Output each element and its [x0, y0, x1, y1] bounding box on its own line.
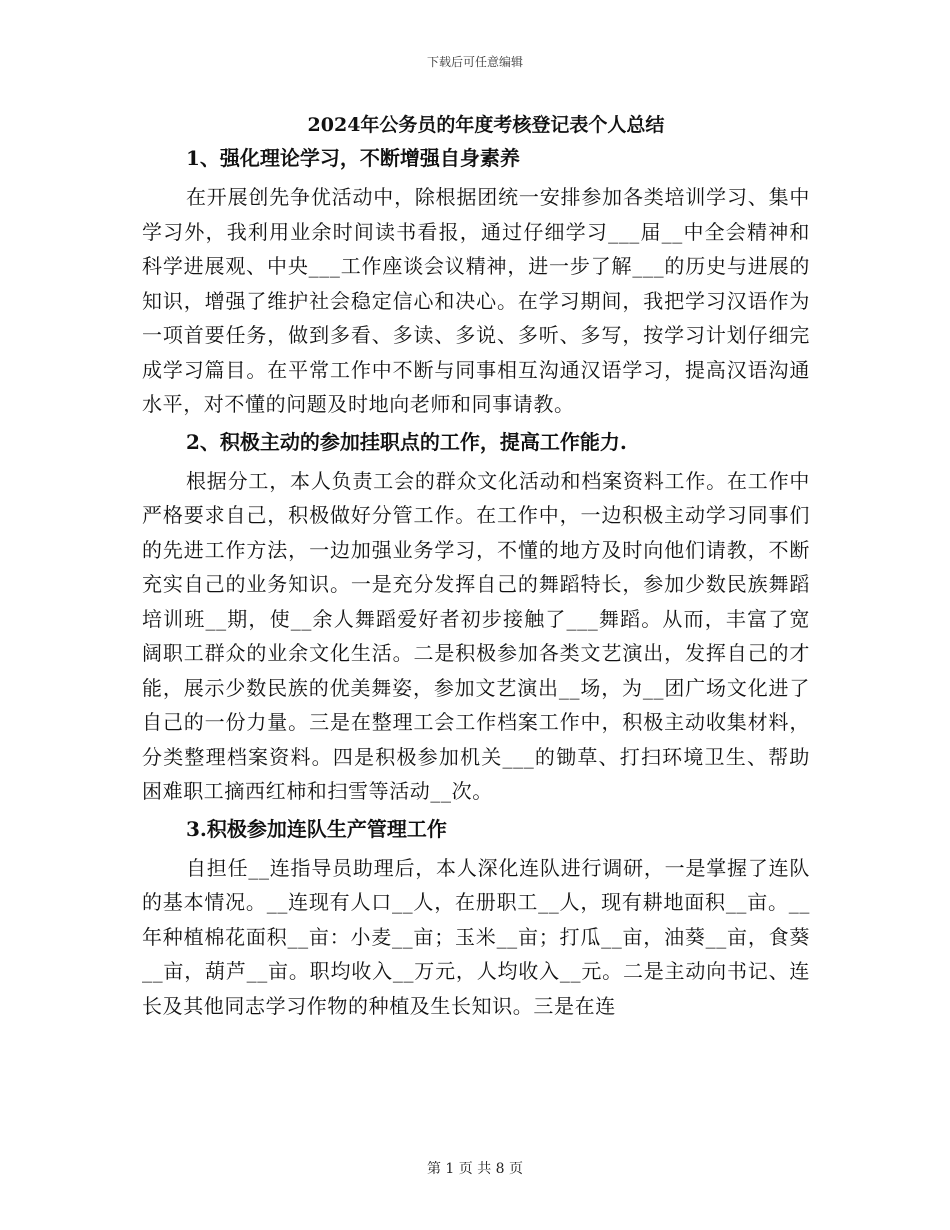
section-paragraph: 根据分工，本人负责工会的群众文化活动和档案资料工作。在工作中严格要求自己，积极做好分管工作。在工作中，一边积极主动学习同事们的先进工作方法，一边加强业务学习，不懂的地方及时向他们请教，不断充实自己的业务知识。一是充分发挥自己的舞蹈特长，参加少数民族舞蹈培训班__期，使__余人舞蹈爱好者初步接触了___舞蹈。从而，丰富了宽阔职工群众的业余文化生活。二是积极参加各类文艺演出，发挥自己的才能，展示少数民族的优美舞姿，参加文艺演出__场，为__团广场文化进了自己的一份力量。三是在整理工会工作档案工作中，积极主动收集材料，分类整理档案资料。四是积极参加机关___的锄草、打扫环境卫生、帮助困难职工摘西红柿和扫雪等活动__次。 [142, 468, 810, 803]
section-3 [142, 813, 810, 1024]
page-number: 第 1 页 共 8 页 [426, 1161, 524, 1177]
section-paragraph: 自担任__连指导员助理后，本人深化连队进行调研，一是掌握了连队的基本情况。__连现有人口__人，在册职工__人，现有耕地面积__亩。__年种植棉花面积__亩：小麦__亩；玉米__亩；打瓜__亩，油葵__亩，食葵__亩，葫芦__亩。职均收入__万元，人均收入__元。二是主动向书记、连长及其他同志学习作物的种植及生长知识。三是在连 [142, 855, 810, 1018]
section-heading: 1、强化理论学习，不断增强自身素养 [186, 146, 520, 170]
section-2 [142, 426, 810, 809]
document-title: 2024年公务员的年度考核登记表个人总结 [307, 114, 665, 136]
section-heading: 3.积极参加连队生产管理工作 [186, 816, 447, 841]
section-heading: 2、积极主动的参加挂职点的工作，提高工作能力. [186, 429, 627, 454]
document-body [142, 110, 810, 1027]
section-1 [142, 142, 810, 422]
page-header-note: 下载后可任意编辑 [426, 55, 523, 69]
section-paragraph: 在开展创先争优活动中，除根据团统一安排参加各类培训学习、集中学习外，我利用业余时间读书看报，通过仔细学习___届__中全会精神和科学进展观、中央___工作座谈会议精神，进一步了解___的历史与进展的知识，增强了维护社会稳定信心和决心。在学习期间，我把学习汉语作为一项首要任务，做到多看、多读、多说、多听、多写，按学习计划仔细完成学习篇目。在平常工作中不断与同事相互沟通汉语学习，提高汉语沟通水平，对不懂的问题及时地向老师和同事请教。 [142, 185, 810, 416]
